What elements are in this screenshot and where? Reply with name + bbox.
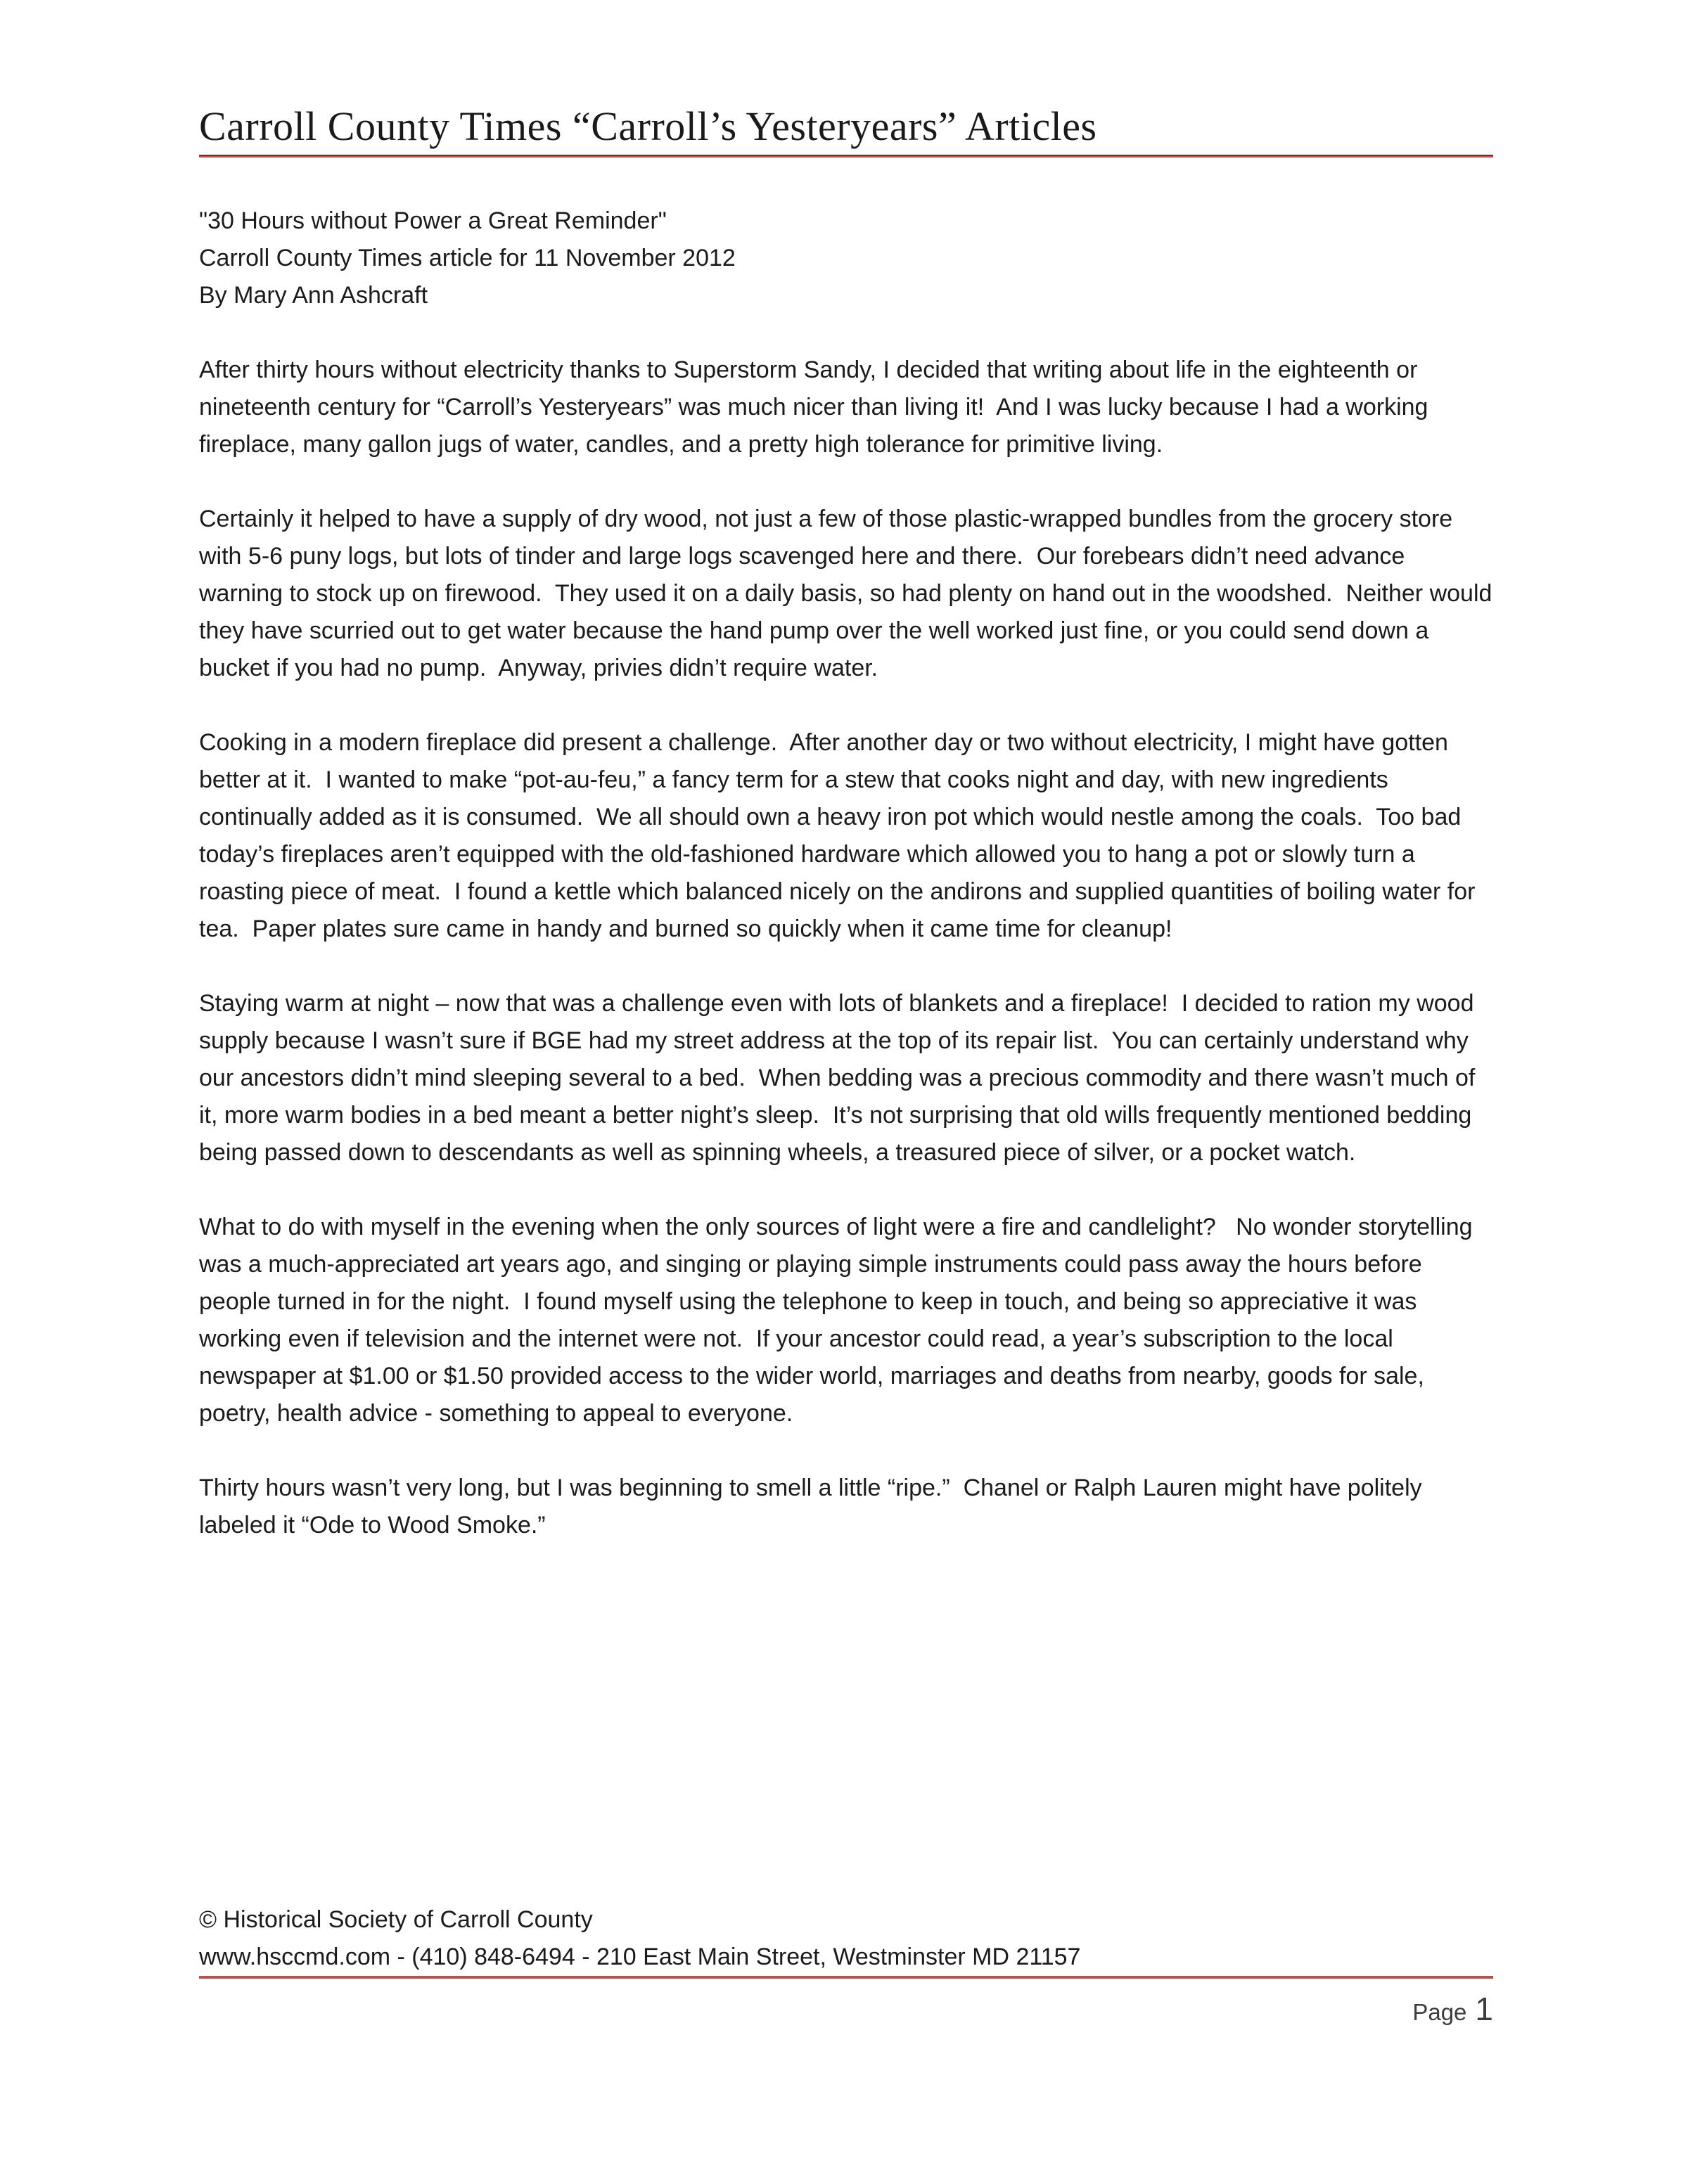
document-header-title: Carroll County Times “Carroll’s Yesteryears” Articles bbox=[199, 103, 1097, 149]
page-label: Page bbox=[1412, 1999, 1467, 2025]
article-paragraph-3: Cooking in a modern fireplace did present a challenge. After another day or two without electricity, I might have gotten better at it. I wanted to make “pot-au-feu,” a fancy term for a stew that cooks night and day, with new ingredients continually added as it is consumed. We all should own a heavy iron pot which would nestle among the coals. Too bad today’s fireplaces aren’t equipped with the old-fashioned hardware which allowed you to hang a pot or slowly turn a roasting piece of meat. I found a kettle which balanced nicely on the andirons and supplied quantities of boiling water for tea. Paper plates sure came in handy and burned so quickly when it came time for cleanup! bbox=[199, 729, 1482, 942]
footer-contact: www.hsccmd.com - (410) 848-6494 - 210 East Main Street, Westminster MD 21157 bbox=[199, 1944, 1081, 1970]
article-paragraph-4: Staying warm at night – now that was a challenge even with lots of blankets and a fireplace! I decided to ration my wood supply because I wasn’t sure if BGE had my street address at the top of its repair list. You can certainly understand why our ancestors didn’t mind sleeping several to a bed. When bedding was a precious commodity and there wasn’t much of it, more warm bodies in a bed meant a better night’s sleep. It’s not surprising that old wills frequently mentioned bedding being passed down to descendants as well as spinning wheels, a treasured piece of silver, or a pocket watch. bbox=[199, 990, 1482, 1166]
article-paragraph-5: What to do with myself in the evening when the only sources of light were a fire and candlelight? No wonder storytelling was a much-appreciated art years ago, and singing or playing simple instruments could pass away the hours before people turned in for the night. I found myself using the telephone to keep in touch, and being so appreciative it was working even if television and the internet were not. If your ancestor could read, a year’s subscription to the local newspaper at $1.00 or $1.50 provided access to the wider world, marriages and deaths from nearby, goods for sale, poetry, health advice - something to appeal to everyone. bbox=[199, 1214, 1479, 1427]
document-footer bbox=[199, 1901, 1493, 2030]
document-header bbox=[0, 0, 1688, 158]
article-paragraph-2: Certainly it helped to have a supply of dry wood, not just a few of those plastic-wrapped bundles from the grocery store with 5-6 puny logs, but lots of tinder and large logs scavenged here and there. Our forebears didn’t need advance warning to stock up on firewood. They used it on a daily basis, so had plenty on hand out in the woodshed. Neither would they have scurried out to get water because the hand pump over the well worked just fine, or you could send down a bucket if you had no pump. Anyway, privies didn’t require water. bbox=[199, 506, 1499, 681]
article-title-block bbox=[199, 203, 1493, 314]
article-paragraph-1: After thirty hours without electricity thanks to Superstorm Sandy, I decided that writing about life in the eighteenth or nineteenth century for “Carroll’s Yesteryears” was much nicer than living it! And I was lucky because I had a working fireplace, many gallon jugs of water, candles, and a pretty high tolerance for primitive living. bbox=[199, 356, 1435, 458]
article-source-line: Carroll County Times article for 11 November 2012 bbox=[199, 245, 736, 271]
footer-page-line bbox=[199, 1991, 1493, 2030]
page-number: 1 bbox=[1475, 1991, 1493, 2027]
article-paragraph-6: Thirty hours wasn’t very long, but I was beginning to smell a little “ripe.” Chanel or Ralph Lauren might have politely labeled it “Ode to Wood Smoke.” bbox=[199, 1475, 1429, 1539]
article-title: "30 Hours without Power a Great Reminder" bbox=[199, 207, 667, 234]
article-content bbox=[0, 158, 1688, 1544]
footer-copyright: © Historical Society of Carroll County bbox=[199, 1906, 593, 1933]
article-byline: By Mary Ann Ashcraft bbox=[199, 282, 428, 309]
